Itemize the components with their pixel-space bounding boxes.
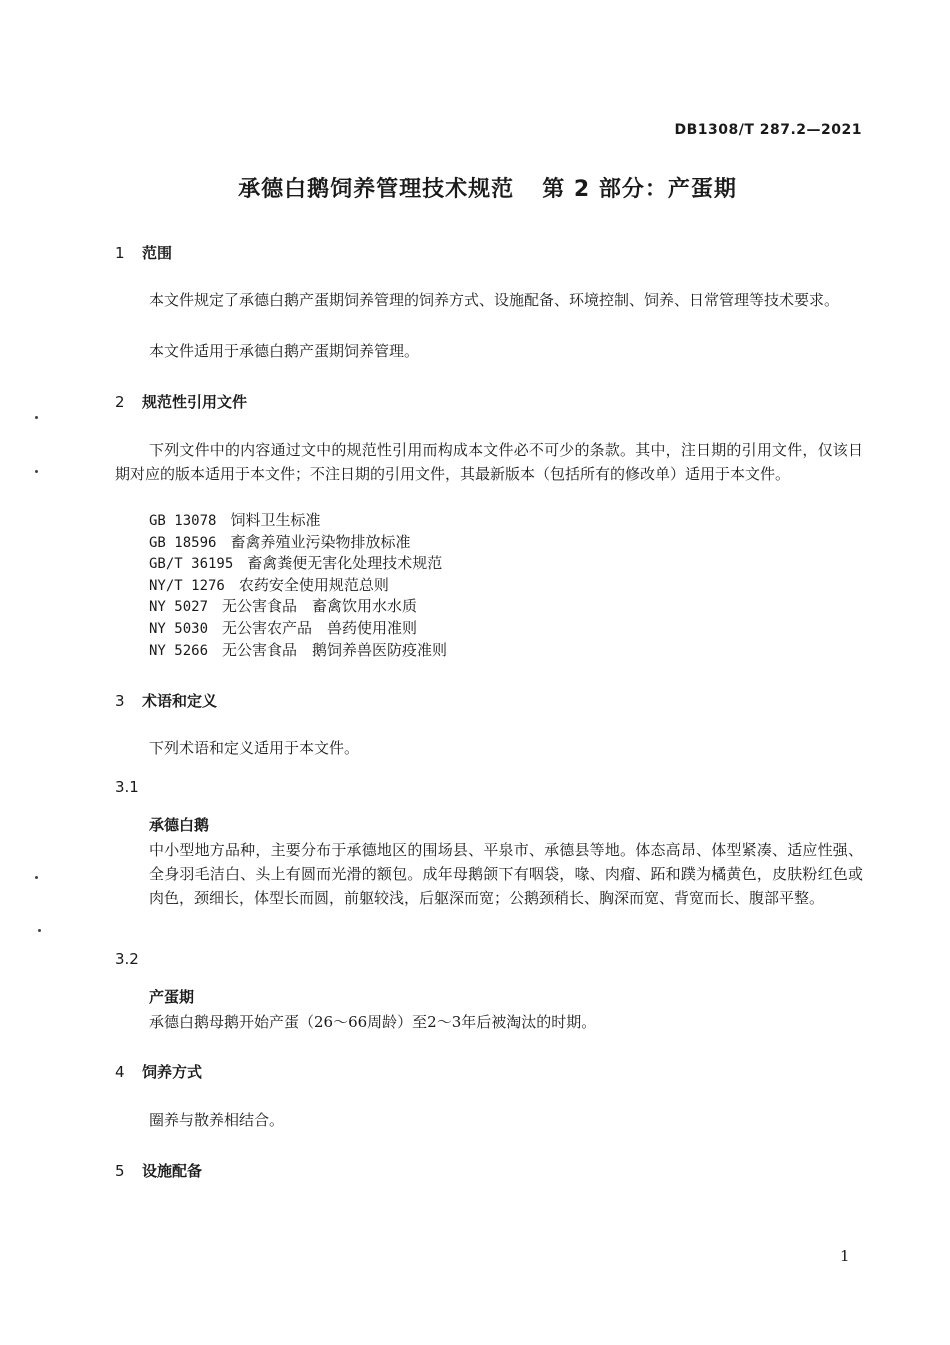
section-4-heading [115, 1061, 202, 1082]
term-definition: 承德白鹅母鹅开始产蛋（26～66周龄）至2～3年后被淘汰的时期。 [149, 1013, 597, 1031]
scan-speck [35, 876, 38, 879]
term-number: 3.2 [115, 950, 139, 968]
section-1-paragraph: 本文件规定了承德白鹅产蛋期饲养管理的饲养方式、设施配备、环境控制、饲养、日常管理等技术要求。 [149, 291, 840, 309]
reference-title: 畜禽粪便无害化处理技术规范 [247, 554, 443, 573]
reference-item [149, 553, 447, 575]
reference-title: 无公害食品 畜禽饮用水水质 [222, 597, 418, 616]
reference-code: NY 5030 [149, 620, 209, 637]
section-2-intro: 下列文件中的内容通过文中的规范性引用而构成本文件必不可少的条款。其中，注日期的引用文件，仅该日期对应的版本适用于本文件；不注日期的引用文件，其最新版本（包括所有的修改单）适用于本文件。 [115, 441, 863, 483]
section-1-paragraph: 本文件适用于承德白鹅产蛋期饲养管理。 [149, 342, 420, 360]
section-3-heading [115, 690, 217, 711]
term-definition: 中小型地方品种，主要分布于承德地区的围场县、平泉市、承德县等地。体态高昂、体型紧凑、适应性强、全身羽毛洁白、头上有圆而光滑的额包。成年母鹅颌下有咽袋，喙、肉瘤、跖和蹼为橘黄色，皮肤粉红色或肉色，颈细长，体型长而圆，前躯较浅，后躯深而宽；公鹅颈稍长、胸深而宽、背宽而长、腹部平整。 [149, 841, 863, 907]
section-title: 术语和定义 [142, 692, 218, 710]
title-main: 承德白鹅饲养管理技术规范 [238, 177, 515, 202]
reference-code: NY 5027 [149, 599, 209, 616]
section-title: 饲养方式 [142, 1063, 203, 1081]
reference-list [149, 510, 447, 661]
reference-title: 农药安全使用规范总则 [238, 575, 389, 594]
section-number: 5 [115, 1162, 125, 1180]
section-title: 设施配备 [142, 1162, 203, 1180]
reference-title: 无公害食品 鹅饲养兽医防疫准则 [222, 640, 448, 659]
page-number: 1 [840, 1247, 850, 1265]
section-4-paragraph: 圈养与散养相结合。 [149, 1111, 285, 1129]
section-title: 范围 [142, 244, 173, 262]
term-name: 产蛋期 [149, 988, 195, 1006]
document-number: DB1308/T 287.2—2021 [674, 122, 862, 138]
reference-code: NY/T 1276 [149, 577, 225, 594]
section-3-intro: 下列术语和定义适用于本文件。 [149, 739, 360, 757]
scan-speck [38, 929, 41, 932]
section-2-heading [115, 391, 247, 412]
reference-title: 饲料卫生标准 [230, 511, 321, 529]
title-part: 第 2 部分：产蛋期 [542, 177, 737, 202]
document-title [0, 172, 950, 203]
scan-speck [35, 470, 38, 473]
term-number: 3.1 [115, 778, 139, 796]
reference-code: GB/T 36195 [149, 556, 234, 573]
reference-code: GB 13078 [149, 513, 217, 529]
section-number: 2 [115, 393, 125, 411]
section-number: 1 [115, 244, 125, 262]
reference-title: 畜禽养殖业污染物排放标准 [230, 532, 411, 551]
reference-item [149, 510, 447, 532]
reference-item [149, 575, 447, 597]
section-title: 规范性引用文件 [142, 393, 248, 411]
scan-speck [35, 416, 38, 419]
reference-item [149, 596, 447, 618]
reference-item [149, 618, 447, 640]
reference-item [149, 532, 447, 554]
section-1-heading [115, 242, 172, 263]
reference-code: GB 18596 [149, 534, 217, 551]
reference-code: NY 5266 [149, 642, 209, 659]
section-5-heading [115, 1160, 202, 1181]
section-number: 4 [115, 1063, 125, 1081]
section-number: 3 [115, 692, 125, 710]
reference-item [149, 640, 447, 662]
reference-title: 无公害农产品 兽药使用准则 [222, 618, 418, 637]
term-name: 承德白鹅 [149, 816, 210, 834]
